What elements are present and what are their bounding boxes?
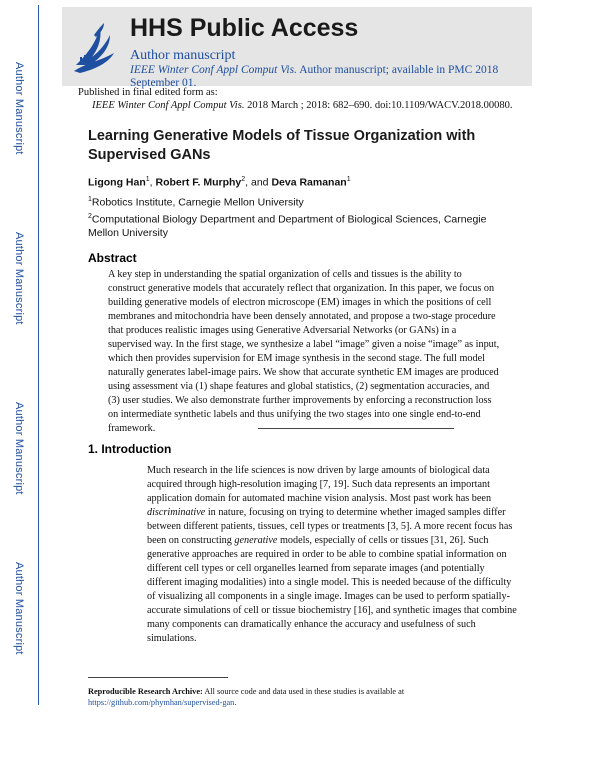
footnote-end: . <box>234 698 237 707</box>
author-sup: 2 <box>241 176 246 183</box>
citation-line <box>78 99 548 112</box>
sidebar-rule <box>38 5 39 705</box>
footnote-label: Reproducible Research Archive: <box>88 687 203 696</box>
affiliation-2 <box>88 210 518 240</box>
footnote-text: All source code and data used in these studies is available at <box>202 687 405 696</box>
author-sep: , <box>149 176 156 189</box>
author-name: Deva Ramanan <box>271 176 347 189</box>
intro-emphasis: generative <box>234 535 278 546</box>
author-sup: 1 <box>145 176 150 183</box>
banner-venue-journal: IEEE Winter Conf Appl Comput Vis. <box>130 64 297 76</box>
side-label-2: Author Manuscript <box>13 232 25 325</box>
author-sep: , and <box>245 176 272 189</box>
published-info <box>78 86 548 112</box>
footnote <box>88 686 508 708</box>
side-label-4: Author Manuscript <box>13 562 25 655</box>
banner-venue-rest: Author manuscript; available in PMC 2018 September 01. <box>130 64 499 89</box>
affiliation-sup: 2 <box>88 213 92 220</box>
intro-text: Much research in the life sciences is now driven by large amounts of biological data acquired through high-resolution imaging [7, 19]. Such data represents an important application domain for automated machine vision analysis. Most past work has been <box>147 465 492 504</box>
banner-subtitle: Author manuscript <box>130 48 236 63</box>
affiliation-sup: 1 <box>88 196 92 203</box>
paper-title: Learning Generative Models of Tissue Organization with Supervised GANs <box>88 128 476 163</box>
affiliation-1 <box>88 193 304 210</box>
hhs-banner <box>62 7 532 89</box>
intro-paragraph <box>147 464 517 646</box>
abstract-heading: Abstract <box>88 251 137 265</box>
banner-title: HHS Public Access <box>130 14 359 42</box>
author-name: Robert F. Murphy <box>155 176 242 189</box>
footnote-divider <box>88 677 228 678</box>
citation-journal: IEEE Winter Conf Appl Comput Vis. <box>92 100 245 111</box>
author-sup: 1 <box>346 176 351 183</box>
hhs-eagle-logo-icon <box>66 13 126 79</box>
intro-text: in nature, focusing on trying to determine whether imaged samples differ between different patients, tissues, cell types or treatments [3, 5]. A more recent focus has been on constructing <box>147 507 513 546</box>
published-line: Published in final edited form as: <box>78 87 218 98</box>
abstract-divider <box>258 428 454 429</box>
author-name: Ligong Han <box>88 176 146 189</box>
intro-emphasis: discriminative <box>147 507 206 518</box>
affiliation-text: Computational Biology Department and Department of Biological Sciences, Carnegie Mellon University <box>88 213 487 239</box>
author-list <box>88 176 351 189</box>
github-link[interactable]: https://github.com/phymhan/supervised-gan <box>88 698 235 707</box>
intro-text: models, especially of cells or tissues [31, 26]. Such generative approaches are required in order to be able to combine spatial information on different cell types or cell organelles learned from separate images (and potentially different imaging modalities) into a single model. This is needed because of the difficulty of visualizing all components in a single image. Images can be used to perform spatially-accurate simulations of cell or tissue biochemistry [16], and synthetic images that combine many components can dramatically enhance the accuracy and usefulness of such simulations. <box>147 535 517 644</box>
side-label-1: Author Manuscript <box>13 62 25 155</box>
affiliation-text: Robotics Institute, Carnegie Mellon University <box>91 196 304 209</box>
abstract-text: A key step in understanding the spatial organization of cells and tissues is the ability to construct generative models that accurately reflect that organization. In this paper, we focus on building generative models of electron microscope (EM) images in which the positions of cell membranes and mitochondria have been densely annotated, and propose a two-stage procedure that produces realistic images using Generative Adversarial Networks (or GANs) in a supervised way. In the first stage, we synthesize a label “image” given a noise “image” as input, which then provides supervision for EM image synthesis in the second stage. The full model naturally generates label-image pairs. We show that accurate synthetic EM images are produced using assessment via (1) shape features and global statistics, (2) segmentation accuracies, and (3) user studies. We also demonstrate further improvements by enforcing a reconstruction loss on intermediate synthetic labels and thus unifying the two stages into one single end-to-end framework. <box>108 269 500 434</box>
citation-details: 2018 March ; 2018: 682–690. doi:10.1109/WACV.2018.00080. <box>244 100 513 111</box>
intro-heading: 1. Introduction <box>88 442 172 456</box>
side-label-3: Author Manuscript <box>13 402 25 495</box>
